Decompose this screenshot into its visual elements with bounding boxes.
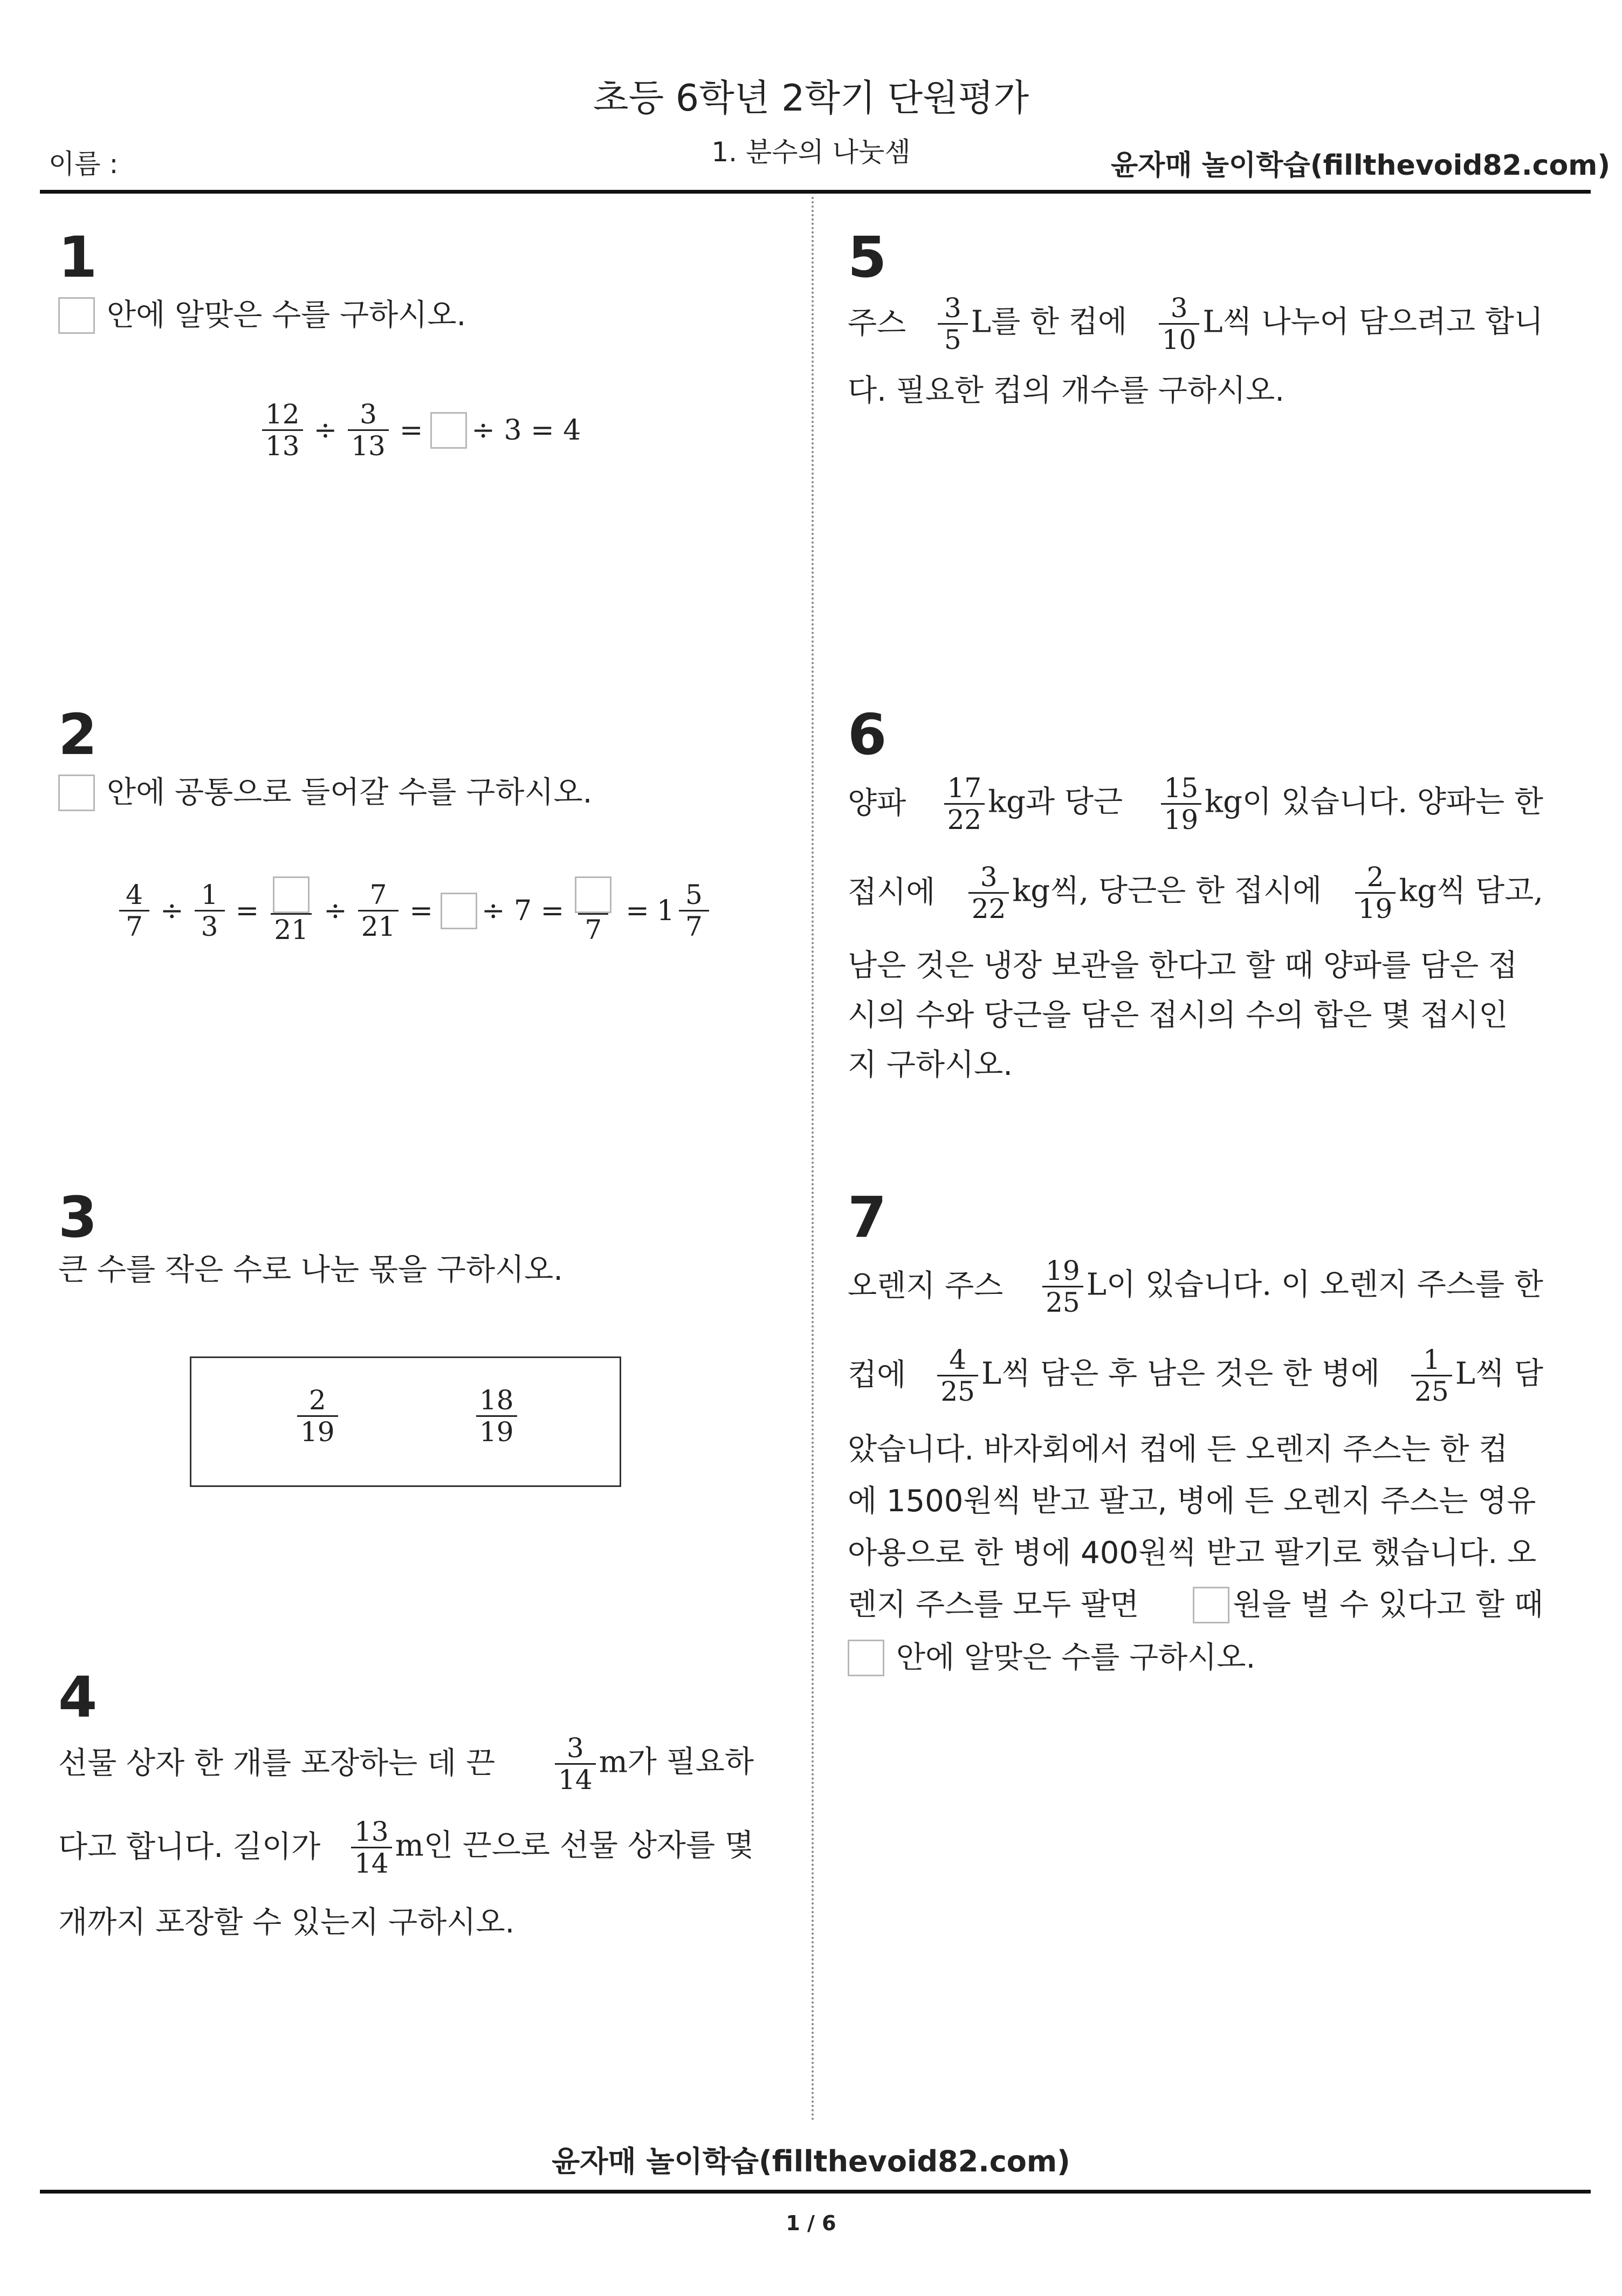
fraction: $\frac{3}{5}$ xyxy=(938,293,968,355)
question-2-prompt: 안에 공통으로 들어갈 수를 구하시오. xyxy=(58,769,592,817)
answer-box[interactable] xyxy=(430,412,467,449)
question-1-prompt: 안에 알맞은 수를 구하시오. xyxy=(58,291,466,340)
fraction: $\frac{4}{7}$ xyxy=(119,880,149,942)
question-1-equation: $\frac{12}{13}$ ÷ $\frac{3}{13}$ = ÷ 3 = 4 xyxy=(259,399,581,461)
fraction: $\frac{3}{22}$ xyxy=(968,862,1009,924)
question-6-text: 양파 $\frac{17}{22}$ kg과 당근 $\frac{15}{19}$ kg이 있습니다. 양파는 한 접시에 $\frac{3}{22}$ kg씩, 당근은 한 접시에 $\frac{2}{19}$ kg씩 담고, 남은 것은 냉장 보관을 한다고 할 때 양파를 담은 접 시의 수와 당근을 담은 접시의 수의 합은 몇 접시인 지 구하시오. xyxy=(848,772,1543,1083)
fraction: $\frac{15}{19}$ xyxy=(1161,773,1202,835)
fraction-with-blank: 21 xyxy=(270,876,313,945)
fraction: $\frac{12}{13}$ xyxy=(262,399,303,461)
footer-divider xyxy=(40,2190,1591,2194)
question-3-number: 3 xyxy=(58,1184,98,1250)
fraction: $\frac{13}{14}$ xyxy=(351,1817,392,1879)
question-4-number: 4 xyxy=(58,1664,98,1730)
fraction: $\frac{7}{21}$ xyxy=(358,880,399,942)
page-title: 초등 6학년 2학기 단원평가 xyxy=(593,77,1029,120)
column-divider xyxy=(812,197,814,2122)
question-6-number: 6 xyxy=(848,702,887,767)
question-1-number: 1 xyxy=(58,224,98,290)
unit-subtitle: 1. 분수의 나눗셈 xyxy=(711,136,911,168)
fraction: $\frac{1}{3}$ xyxy=(195,880,225,942)
question-2-number: 2 xyxy=(58,702,98,767)
fraction: $\frac{1}{25}$ xyxy=(1411,1345,1452,1407)
answer-box[interactable] xyxy=(575,876,611,913)
numbers-box xyxy=(190,1356,621,1487)
question-4-text: 선물 상자 한 개를 포장하는 데 끈 $\frac{3}{14}$ m가 필요하 다고 합니다. 길이가 $\frac{13}{14}$ m인 끈으로 선물 상자를 몇 개까지 포장할 수 있는지 구하시오. xyxy=(58,1732,754,1941)
answer-box-icon xyxy=(58,297,95,334)
answer-box[interactable] xyxy=(1193,1587,1229,1623)
page-number: 1 / 6 xyxy=(786,2211,836,2235)
question-5-number: 5 xyxy=(848,224,887,290)
question-5-text: 주스 $\frac{3}{5}$ L를 한 컵에 $\frac{3}{10}$ L씩 나누어 담으려고 합니 다. 필요한 컵의 개수를 구하시오. xyxy=(848,292,1543,409)
fraction: $\frac{3}{14}$ xyxy=(555,1733,596,1795)
header-brand: 윤자매 놀이학습(fillthevoid82.com) xyxy=(1111,149,1611,182)
fraction: $\frac{17}{22}$ xyxy=(944,773,985,835)
fraction: $\frac{4}{25}$ xyxy=(937,1345,978,1407)
name-label: 이름 : xyxy=(49,148,119,180)
answer-box[interactable] xyxy=(441,893,477,929)
fraction: $\frac{2}{19}$ xyxy=(297,1385,338,1447)
header-divider xyxy=(40,190,1591,194)
fraction: $\frac{3}{10}$ xyxy=(1159,293,1200,355)
fraction-with-blank: 7 xyxy=(572,876,615,945)
answer-box[interactable] xyxy=(273,876,310,913)
answer-box-icon xyxy=(848,1640,884,1676)
question-7-number: 7 xyxy=(848,1184,887,1250)
fraction: $\frac{19}{25}$ xyxy=(1042,1256,1083,1318)
fraction: $\frac{2}{19}$ xyxy=(1355,862,1396,924)
fraction: $\frac{3}{13}$ xyxy=(348,399,389,461)
footer-brand: 윤자매 놀이학습(fillthevoid82.com) xyxy=(552,2144,1070,2178)
answer-box-icon xyxy=(58,775,95,811)
fraction: $\frac{18}{19}$ xyxy=(476,1385,517,1447)
question-2-equation: $\frac{4}{7}$ ÷ $\frac{1}{3}$ = 21 ÷ $\frac{7}{21}$ = ÷ 7 = 7 = 1 $\frac{5}{7}$ xyxy=(116,876,712,945)
question-3-prompt: 큰 수를 작은 수로 나눈 몫을 구하시오. xyxy=(58,1252,563,1287)
fraction: $\frac{5}{7}$ xyxy=(679,880,709,942)
question-7-text: 오렌지 주스 $\frac{19}{25}$ L이 있습니다. 이 오렌지 주스를 한 컵에 $\frac{4}{25}$ L씩 담은 후 남은 것은 한 병에 $\frac{1}{25}$ L씩 담 았습니다. 바자회에서 컵에 든 오렌지 주스는 한 컵 에 1500원씩 받고 팔고, 병에 든 오렌지 주스는 영유 아용으로 한 병에 400원씩 받고 팔기로 했습니다. 오 렌지 주스를 모두 팔면 원을 벌 수 있다고 할 때 안에 알맞은 수를 구하시오. xyxy=(848,1255,1543,1676)
